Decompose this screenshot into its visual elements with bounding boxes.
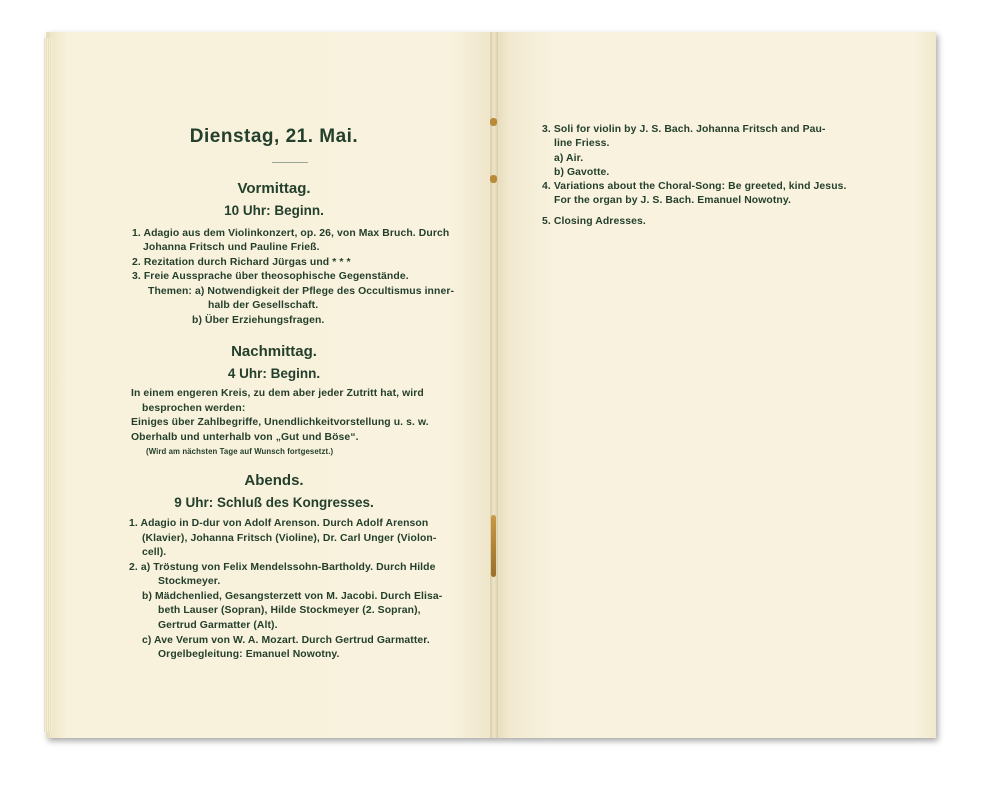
afternoon-line: In einem engeren Kreis, zu dem aber jeder Zutritt hat, wird <box>131 388 424 399</box>
binding-spine <box>490 32 498 738</box>
evening-line: beth Lauser (Sopran), Hilde Stockmeyer (2. Sopran), <box>158 605 421 616</box>
binding-staple <box>491 515 496 577</box>
morning-line: 2. Rezitation durch Richard Jürgas und * * * <box>132 257 351 268</box>
left-page <box>46 32 498 738</box>
binding-staple <box>490 175 497 183</box>
right-page <box>494 32 936 738</box>
evening-line: 2. a) Tröstung von Felix Mendelssohn-Bartholdy. Durch Hilde <box>129 562 436 573</box>
evening-heading: Abends. <box>244 472 304 489</box>
right-line: 3. Soli for violin by J. S. Bach. Johanna Fritsch and Pau- <box>542 124 826 135</box>
open-booklet <box>46 32 936 738</box>
evening-line: 1. Adagio in D-dur von Adolf Arenson. Durch Adolf Arenson <box>129 518 429 529</box>
right-line: a) Air. <box>554 153 584 164</box>
morning-line: halb der Gesellschaft. <box>208 300 319 311</box>
evening-line: cell). <box>142 547 167 558</box>
afternoon-note: (Wird am nächsten Tage auf Wunsch fortgesetzt.) <box>146 447 334 456</box>
title-divider <box>272 162 308 163</box>
evening-line: Stockmeyer. <box>158 576 221 587</box>
evening-time: 9 Uhr: Schluß des Kongresses. <box>174 495 374 510</box>
afternoon-line: besprochen werden: <box>142 403 246 414</box>
page-title: Dienstag, 21. Mai. <box>189 126 359 147</box>
morning-line: b) Über Erziehungsfragen. <box>192 315 325 326</box>
binding-staple <box>490 118 497 126</box>
right-line: 4. Variations about the Choral-Song: Be greeted, kind Jesus. <box>542 181 847 192</box>
morning-line: 3. Freie Aussprache über theosophische Gegenstände. <box>132 271 409 282</box>
morning-line: Johanna Fritsch und Pauline Frieß. <box>143 242 320 253</box>
right-line: b) Gavotte. <box>554 167 610 178</box>
morning-line: Themen: a) Notwendigkeit der Pflege des Occultismus inner- <box>148 286 455 297</box>
afternoon-heading: Nachmittag. <box>231 343 317 360</box>
morning-line: 1. Adagio aus dem Violinkonzert, op. 26, von Max Bruch. Durch <box>132 228 450 239</box>
morning-heading: Vormittag. <box>237 180 311 197</box>
evening-line: (Klavier), Johanna Fritsch (Violine), Dr. Carl Unger (Violon- <box>142 533 437 544</box>
evening-line: b) Mädchenlied, Gesangsterzett von M. Jacobi. Durch Elisa- <box>142 591 443 602</box>
evening-line: c) Ave Verum von W. A. Mozart. Durch Gertrud Garmatter. <box>142 635 430 646</box>
right-line: line Friess. <box>554 138 610 149</box>
morning-time: 10 Uhr: Beginn. <box>224 203 324 218</box>
afternoon-line: Einiges über Zahlbegriffe, Unendlichkeitvorstellung u. s. w. <box>131 417 429 428</box>
evening-line: Orgelbegleitung: Emanuel Nowotny. <box>158 649 340 660</box>
evening-line: Gertrud Garmatter (Alt). <box>158 620 278 631</box>
right-line: For the organ by J. S. Bach. Emanuel Nowotny. <box>554 195 791 206</box>
afternoon-time: 4 Uhr: Beginn. <box>227 366 321 381</box>
afternoon-line: Oberhalb und unterhalb von „Gut und Böse“. <box>131 432 359 443</box>
right-line: 5. Closing Adresses. <box>542 216 646 227</box>
